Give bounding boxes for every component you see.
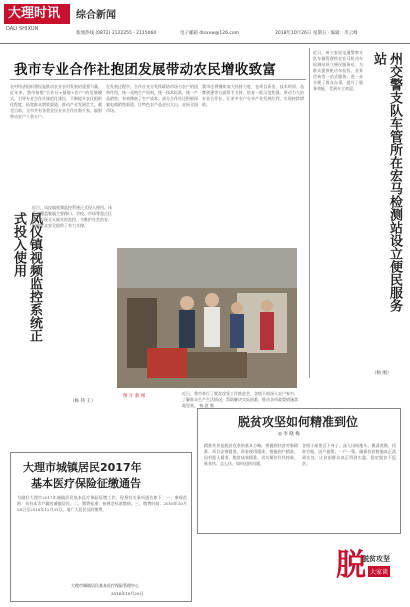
insurance-issuer: 大理市城镇居民基本医疗保险管理中心 — [71, 583, 139, 588]
lead-column-1: 农村经济组织建设是推动农业农村发展的重要力量。近年来，我市按照“合作社+基地+农户”的发展模式，引导专业合作社规范化建设，不断提升农民组织化程度，拓宽群众增收渠道，推动产业发展壮大。截至目前，全市共有各类农民专业合作社数千家，辐射带动农户十余万户。 — [10, 84, 102, 119]
column-divider — [309, 48, 310, 378]
stamp-sub: 大家谈 — [368, 566, 390, 577]
masthead-email: 电子邮箱 dlsxxw@126.com — [180, 31, 240, 36]
left-story-body: 近日，凤仪镇视频监控系统正式投入使用。该系统覆盖集镇主要路口、学校、市场等重点区域，实现全天候实时监控，为维护社会治安、保障群众安全提供了有力支撑。 — [32, 205, 112, 228]
photo-tag: 图 片 新 闻 — [123, 394, 146, 399]
paper-latin-name: DALI SHIXUN — [6, 26, 39, 32]
poverty-headline: 脱贫攻坚如何精准到位 — [238, 415, 359, 429]
divider — [10, 79, 306, 80]
left-story-byline: （杨 伟 王） — [70, 399, 96, 404]
poverty-story-box — [197, 408, 401, 534]
insurance-headline-line-1: 大理市城镇居民2017年 — [23, 461, 142, 474]
lead-headline: 我市专业合作社抱团发展带动农民增收致富 — [14, 62, 277, 78]
right-story-headline: 州交警支队车管所在宏马检测站设立便民服务站 — [371, 52, 402, 312]
left-story-headline: 凤仪镇视频监控系统正式投入使用 — [11, 212, 42, 342]
poverty-column-logo — [336, 540, 400, 595]
masthead-hotline: 新闻热线 (0872) 2122255 · 2115060 — [76, 31, 157, 36]
right-story-body-end — [313, 326, 403, 376]
news-photo — [117, 248, 297, 388]
insurance-headline-line-2: 基本医疗保险征缴通告 — [31, 477, 141, 490]
right-story-body: 近日，州公安局交通警察支队车辆管理所在宏马机动车检测站设立便民服务站，为群众提供机动车检验、业务咨询等一站式服务，进一步方便了群众办事，提升了服务效能，受到车主欢迎。 — [313, 50, 363, 91]
section-title: 综合新闻 — [76, 10, 116, 21]
insurance-body: 为做好大理市2017年城镇居民基本医疗保险征缴工作，现将有关事项通告如下：一、参保范围：具有本市户籍的城镇居民。二、缴费标准：按规定标准缴纳。三、缴费时间：2016年10月24日至2016年12月31日。请广大居民及时缴费。 — [17, 495, 187, 512]
poverty-continued-text — [197, 540, 331, 602]
poverty-column-2: 各级干部要沉下身子，深入田间地头，摸清底数，找准穷根，因户施策，一户一策，确保扶贫措施真正落到实处，让贫困群众真正得到实惠，稳定脱贫不返贫。 — [302, 443, 396, 466]
insurance-date: 2016年10月20日 — [111, 591, 144, 596]
poverty-column-1: 精准扶贫是脱贫攻坚的基本方略。要做到扶贫对象精准、项目安排精准、资金使用精准、措施到户精准、因村派人精准、脱贫成效精准，切实解决好扶持谁、谁来扶、怎么扶、如何退的问题。 — [204, 443, 298, 466]
lead-column-2: 在发展过程中，合作社充分发挥联结市场与农户的纽带作用，统一采购生产资料，统一技术标准，统一产品销售，有效降低了生产成本。部分合作社还积极探索电商销售渠道，让特色农产品走出大山，走向全国市场。 — [106, 84, 198, 113]
lead-column-3: 我市还将继续加大扶持力度，在项目资金、技术培训、品牌创建等方面给予支持，培育一批示范性强、带动力大的专业合作社，让更多农户分享产业发展红利，实现持续增收。 — [202, 84, 304, 107]
news-photo-illustration — [117, 248, 297, 388]
insurance-notice-box — [10, 452, 192, 602]
paper-logo: 大理时讯 — [4, 4, 70, 24]
masthead-date: 2018年10月26日 星期五 · 编辑：李云峰 — [275, 31, 358, 36]
masthead — [0, 0, 410, 44]
right-story-byline: （杨 刚） — [372, 371, 392, 376]
stamp-character: 脱 — [336, 548, 366, 583]
stamp-label: 脱贫攻坚 — [362, 555, 390, 563]
photo-caption: 近日，我市举行了脱贫攻坚工作推进会，各级干部深入农户家中，了解群众生产生活情况，帮助解决实际困难，推动各项政策措施落地见效。 杨 波 摄 — [182, 391, 298, 408]
poverty-author: ◎ 李 晓 梅 — [278, 432, 300, 437]
